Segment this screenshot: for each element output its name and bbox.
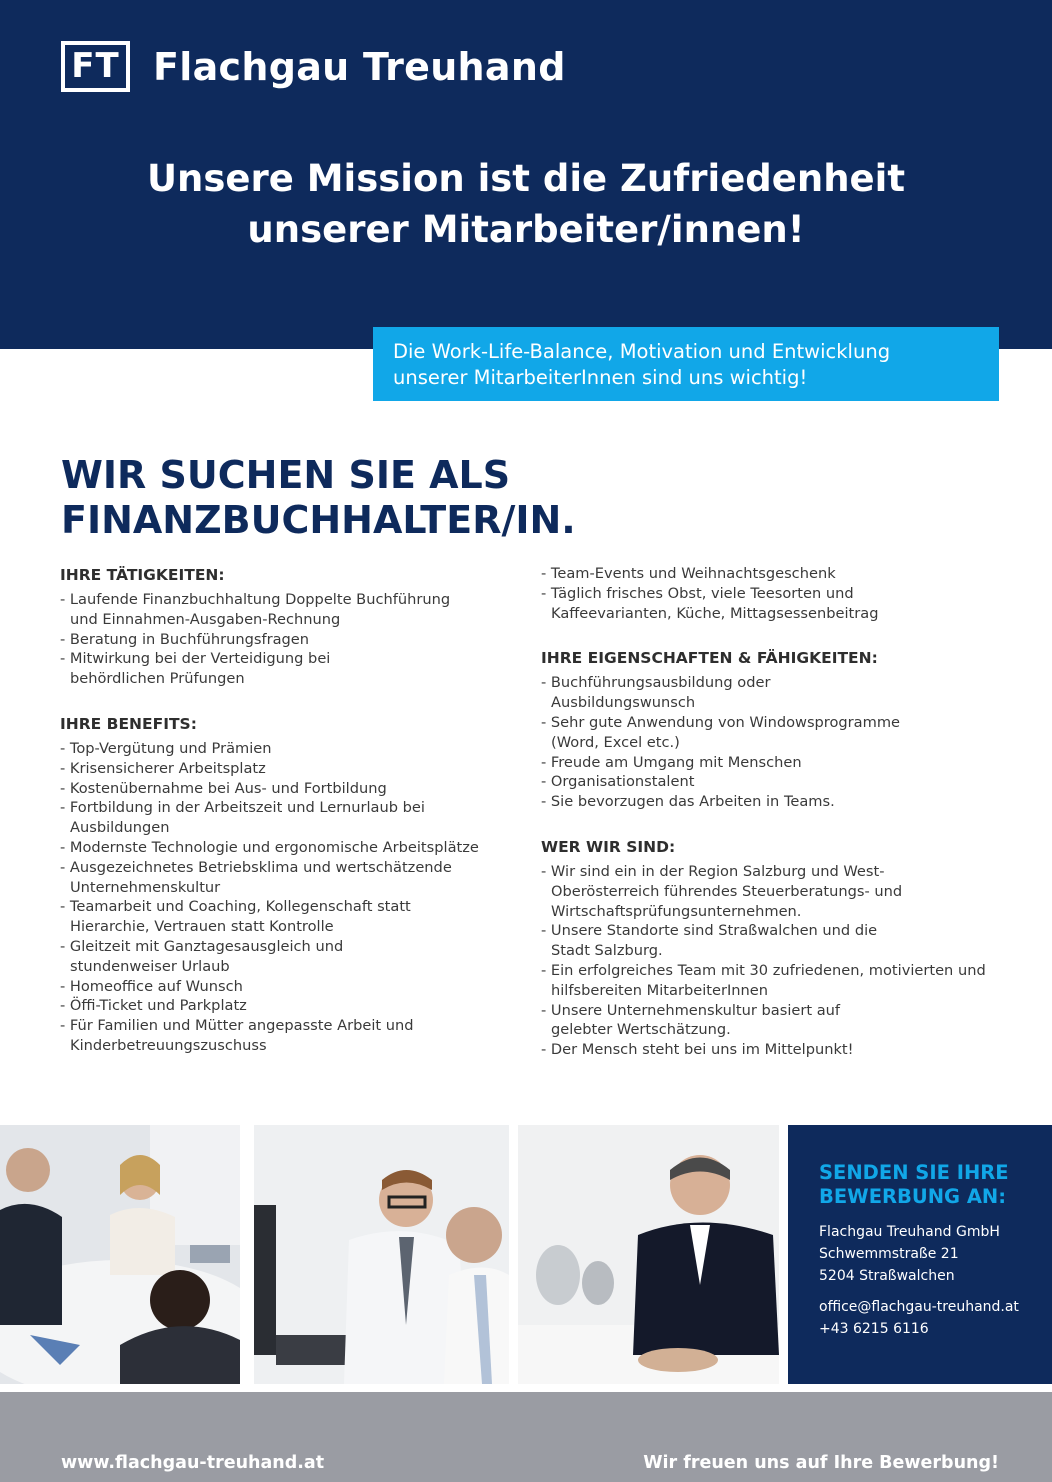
list-item: - Freude am Umgang mit Menschen: [541, 753, 1001, 773]
list-item: - Sie bevorzugen das Arbeiten in Teams.: [541, 792, 1001, 812]
list-item: - Ein erfolgreiches Team mit 30 zufriedenen, motivierten und hilfsbereiten MitarbeiterInnen: [541, 961, 986, 1001]
section-title-taetigkeiten: IHRE TÄTIGKEITEN:: [60, 566, 225, 584]
benefits-continued-list: [541, 564, 1001, 623]
list-item: - Mitwirkung bei der Verteidigung bei behördlichen Prüfungen: [60, 649, 370, 689]
contact-reach: [819, 1296, 1019, 1340]
list-item: - Für Familien und Mütter angepasste Arbeit und Kinderbetreuungszuschuss: [60, 1016, 420, 1056]
list-item: - Teamarbeit und Coaching, Kollegenschaft statt Hierarchie, Vertrauen statt Kontrolle: [60, 897, 450, 937]
footer: [0, 1392, 1052, 1482]
banner-line-1: Die Work-Life-Balance, Motivation und Entwicklung: [393, 340, 891, 363]
contact-phone-link[interactable]: +43 6215 6116: [819, 1321, 929, 1337]
banner-line-2: unserer MitarbeiterInnen sind uns wichtig!: [393, 366, 808, 389]
section-title-eigenschaften: IHRE EIGENSCHAFTEN & FÄHIGKEITEN:: [541, 649, 878, 668]
mission-statement: [0, 153, 1052, 255]
list-item: - Gleitzeit mit Ganztagesausgleich und stundenweiser Urlaub: [60, 937, 380, 977]
company-name: Flachgau Treuhand: [153, 45, 566, 89]
closing-text: Wir freuen uns auf Ihre Bewerbung!: [643, 1453, 999, 1473]
website-link[interactable]: www.flachgau-treuhand.at: [61, 1453, 325, 1473]
wer-wir-sind-list: [541, 862, 1001, 1060]
colleagues-at-laptop-photo: [254, 1125, 509, 1384]
headline-line-1: WIR SUCHEN SIE ALS: [61, 453, 511, 497]
contact-title-line-1: SENDEN SIE IHRE: [819, 1161, 1009, 1184]
team-meeting-photo: [0, 1125, 240, 1384]
list-item: - Homeoffice auf Wunsch: [60, 977, 530, 997]
list-item: - Unsere Standorte sind Straßwalchen und die Stadt Salzburg.: [541, 921, 911, 961]
list-item: - Öffi-Ticket und Parkplatz: [60, 996, 530, 1016]
mission-line-1: Unsere Mission ist die Zufriedenheit: [146, 157, 906, 200]
contact-street: Schwemmstraße 21: [819, 1246, 959, 1262]
section-title-wer-wir-sind: WER WIR SIND:: [541, 837, 676, 856]
list-item: - Beratung in Buchführungsfragen: [60, 630, 530, 650]
list-item: - Kostenübernahme bei Aus- und Fortbildung: [60, 779, 530, 799]
list-item: - Modernste Technologie und ergonomische Arbeitsplätze: [60, 838, 530, 858]
list-item: - Wir sind ein in der Region Salzburg und West-Oberösterreich führendes Steuerberatungs- und Wirtschaftsprüfungsunternehmen.: [541, 862, 941, 921]
list-item: - Laufende Finanzbuchhaltung Doppelte Buchführung und Einnahmen-Ausgaben-Rechnung: [60, 590, 480, 630]
list-item: - Unsere Unternehmenskultur basiert auf gelebter Wertschätzung.: [541, 1001, 871, 1041]
list-item: - Täglich frisches Obst, viele Teesorten und Kaffeevarianten, Küche, Mittagsessenbeitrag: [541, 584, 906, 624]
application-contact-box: [788, 1125, 1052, 1384]
list-item: - Team-Events und Weihnachtsgeschenk: [541, 564, 1001, 584]
benefits-list: [60, 739, 530, 1056]
list-item: - Top-Vergütung und Prämien: [60, 739, 530, 759]
contact-address: [819, 1221, 1000, 1287]
mission-line-2: unserer Mitarbeiter/innen!: [247, 208, 805, 251]
eigenschaften-list: [541, 673, 1001, 812]
work-life-banner: [373, 327, 999, 401]
contact-email-link[interactable]: office@flachgau-treuhand.at: [819, 1299, 1019, 1315]
right-column: [541, 564, 1001, 1060]
taetigkeiten-list: [60, 590, 530, 689]
contact-company: Flachgau Treuhand GmbH: [819, 1224, 1000, 1240]
list-item: - Sehr gute Anwendung von Windowsprogramme (Word, Excel etc.): [541, 713, 941, 753]
list-item: - Krisensicherer Arbeitsplatz: [60, 759, 530, 779]
header: [0, 0, 1052, 349]
job-headline: [61, 453, 576, 543]
list-item: - Fortbildung in der Arbeitszeit und Lernurlaub bei Ausbildungen: [60, 798, 440, 838]
consultant-portrait-photo: [518, 1125, 779, 1384]
contact-title-line-2: BEWERBUNG AN:: [819, 1185, 1007, 1208]
contact-title: [819, 1161, 1009, 1209]
list-item: - Buchführungsausbildung oder Ausbildungswunsch: [541, 673, 801, 713]
list-item: - Der Mensch steht bei uns im Mittelpunkt!: [541, 1040, 1001, 1060]
logo-mark: FT: [61, 41, 130, 92]
list-item: - Organisationstalent: [541, 772, 1001, 792]
contact-city: 5204 Straßwalchen: [819, 1268, 955, 1284]
list-item: - Ausgezeichnetes Betriebsklima und wertschätzende Unternehmenskultur: [60, 858, 490, 898]
left-column: [60, 565, 530, 1056]
section-title-benefits: IHRE BENEFITS:: [60, 714, 197, 733]
headline-line-2: FINANZBUCHHALTER/IN.: [61, 498, 576, 542]
